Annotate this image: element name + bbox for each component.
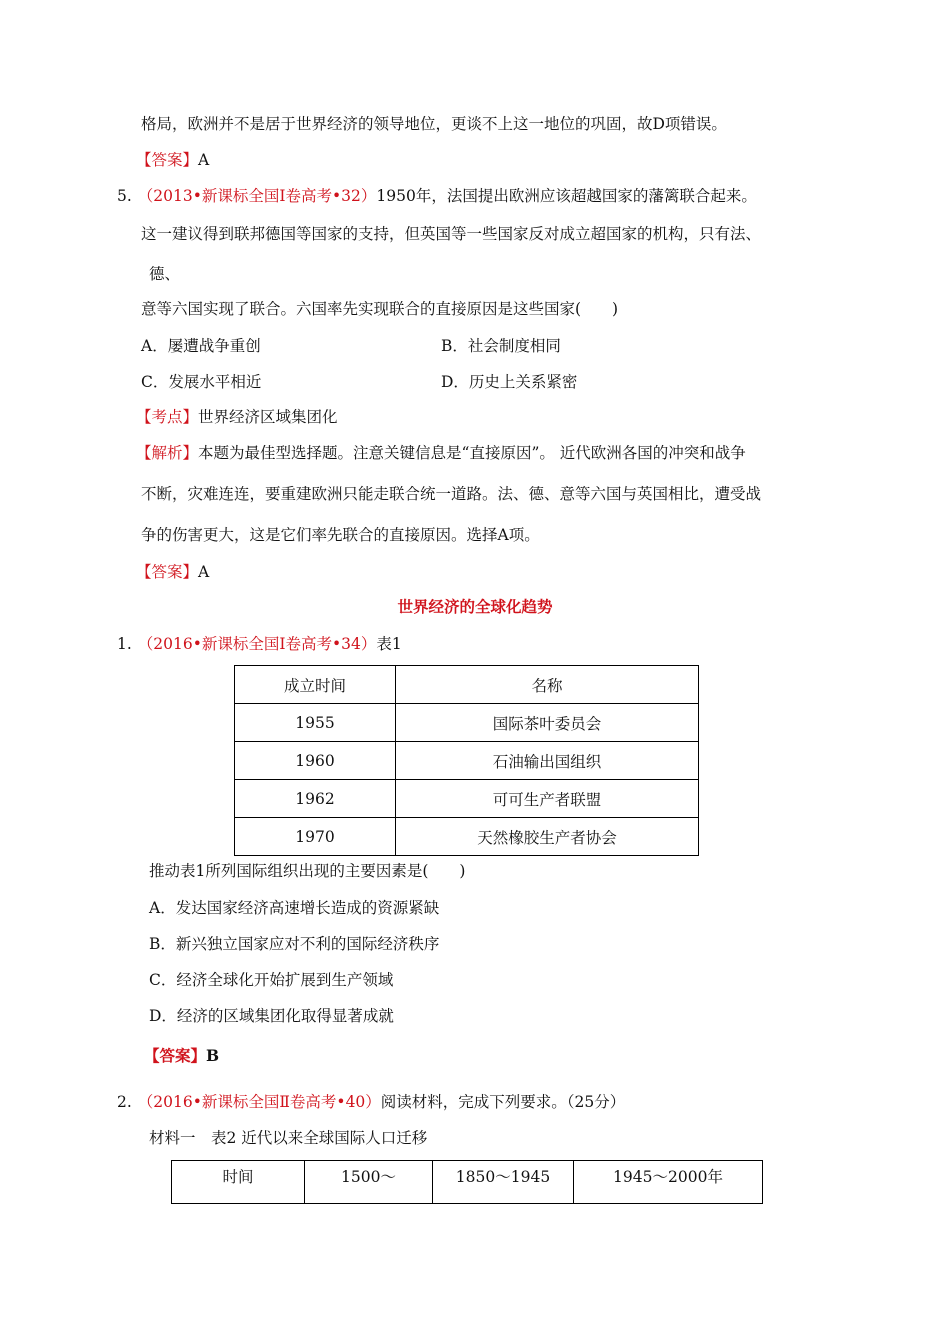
option-a: A．发达国家经济高速增长造成的资源紧缺: [149, 899, 440, 917]
table-row: [235, 742, 699, 780]
question-number: 1.: [117, 635, 132, 653]
text-line: 不断，灾难连连，要重建欧洲只能走联合统一道路。法、德、意等六国与英国相比，遭受战: [141, 485, 762, 503]
table-header-cell: 成立时间: [235, 666, 396, 704]
table-cell: 1970: [235, 818, 396, 856]
text-line: 争的伤害更大，这是它们率先联合的直接原因。选择A项。: [141, 526, 540, 544]
table-row: [235, 780, 699, 818]
question-5-header: [117, 186, 757, 206]
question-source: （2013•新课标全国Ⅰ卷高考•32）: [137, 187, 377, 205]
table-header-row: [235, 666, 699, 704]
answer-value: A: [198, 151, 210, 169]
table-row: [235, 818, 699, 856]
answer-line: [136, 562, 209, 582]
analysis-text: 本题为最佳型选择题。注意关键信息是“直接原因”。 近代欧洲各国的冲突和战争: [198, 444, 746, 462]
table-cell: 可可生产者联盟: [396, 780, 699, 818]
table-row: [235, 704, 699, 742]
table-2: [171, 1160, 763, 1204]
answer-value: B: [206, 1046, 220, 1065]
table-header-cell: 1850～1945: [433, 1161, 574, 1204]
kaodian-value: 世界经济区域集团化: [198, 408, 338, 426]
analysis-line: [136, 443, 746, 463]
question-source: （2016•新课标全国Ⅰ卷高考•34）: [137, 635, 377, 653]
option-a: A．屡遭战争重创: [141, 337, 261, 355]
table-cell: 天然橡胶生产者协会: [396, 818, 699, 856]
kaodian-tag: 【考点】: [136, 408, 199, 426]
table-header-cell: 1945～2000年: [574, 1161, 763, 1204]
answer-tag: 【答案】: [136, 151, 199, 169]
table-cell: 1955: [235, 704, 396, 742]
text-line: 这一建议得到联邦德国等国家的支持，但英国等一些国家反对成立超国家的机构，只有法、: [141, 225, 762, 243]
answer-line: [144, 1046, 219, 1066]
question-number: 2.: [117, 1093, 132, 1111]
table-header-cell: 1500～: [305, 1161, 433, 1204]
material-caption: 材料一 表2 近代以来全球国际人口迁移: [149, 1129, 428, 1147]
question-source: （2016•新课标全国Ⅱ卷高考•40）: [137, 1093, 381, 1111]
answer-tag: 【答案】: [136, 563, 199, 581]
question-text: 表1: [376, 635, 402, 653]
question-text: 1950年，法国提出欧洲应该超越国家的藩篱联合起来。: [376, 187, 757, 205]
question-text: 阅读材料，完成下列要求。（25分）: [380, 1093, 626, 1111]
option-d: D．经济的区域集团化取得显著成就: [149, 1007, 394, 1025]
answer-tag: 【答案】: [144, 1046, 207, 1065]
option-c: C．经济全球化开始扩展到生产领域: [149, 971, 394, 989]
text-line: 德、: [149, 265, 181, 283]
table-header-cell: 时间: [172, 1161, 305, 1204]
answer-value: A: [198, 563, 210, 581]
table-cell: 1960: [235, 742, 396, 780]
text-line: 格局，欧洲并不是居于世界经济的领导地位，更谈不上这一地位的巩固，故D项错误。: [141, 115, 727, 133]
analysis-tag: 【解析】: [136, 444, 199, 462]
question-number: 5.: [117, 187, 132, 205]
question-1-header: [117, 634, 402, 654]
option-b: B．社会制度相同: [441, 337, 561, 355]
table-cell: 石油输出国组织: [396, 742, 699, 780]
table-header-row: [172, 1161, 763, 1204]
question-stem: 推动表1所列国际组织出现的主要因素是( ): [149, 862, 466, 880]
option-d: D．历史上关系紧密: [441, 373, 578, 391]
text-line: 意等六国实现了联合。六国率先实现联合的直接原因是这些国家( ): [141, 300, 619, 318]
answer-line: [136, 150, 209, 170]
table-header-cell: 名称: [396, 666, 699, 704]
table-cell: 国际茶叶委员会: [396, 704, 699, 742]
kaodian-line: [136, 407, 338, 427]
question-2-header: [117, 1092, 625, 1112]
option-c: C．发展水平相近: [141, 373, 262, 391]
option-b: B．新兴独立国家应对不利的国际经济秩序: [149, 935, 440, 953]
table-cell: 1962: [235, 780, 396, 818]
table-1: [234, 665, 699, 856]
section-title: 世界经济的全球化趋势: [397, 598, 553, 616]
